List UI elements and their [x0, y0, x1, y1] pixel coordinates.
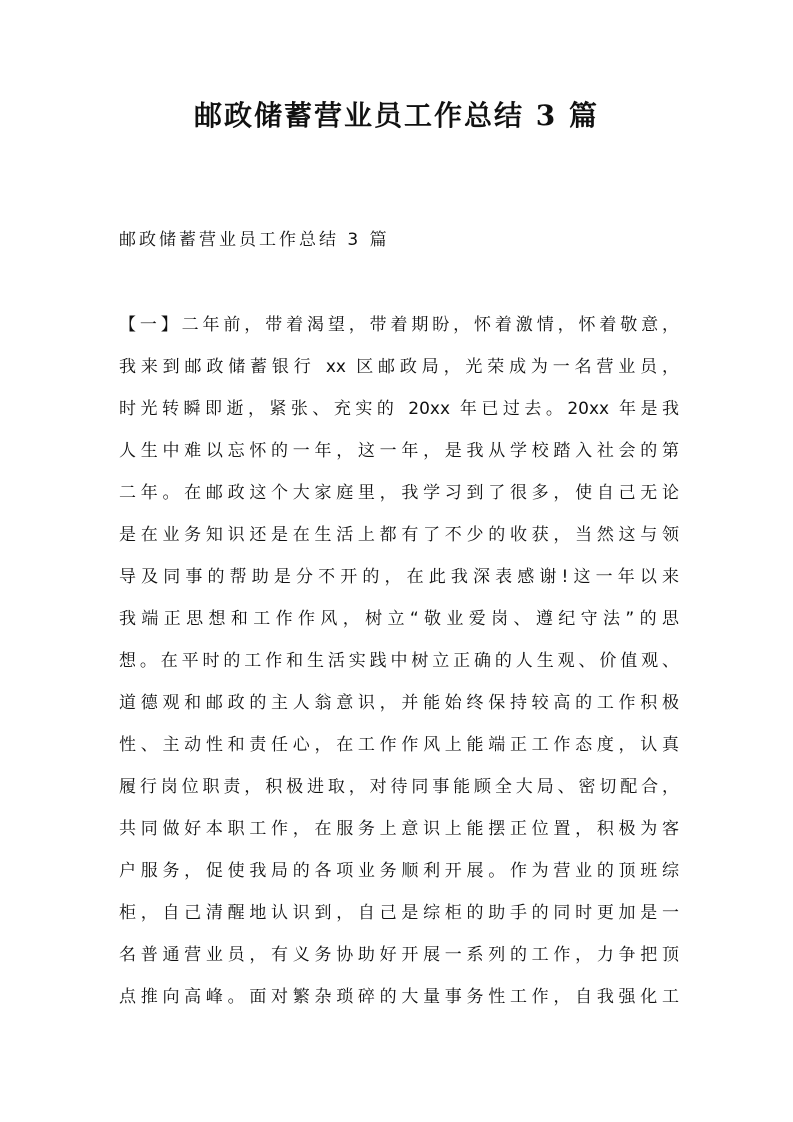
body-paragraph: [119, 304, 679, 1018]
paragraph-line: 柜，自己清醒地认识到，自己是综柜的助手的同时更加是一: [119, 903, 679, 923]
paragraph-line: 共同做好本职工作，在服务上意识上能摆正位置，积极为客: [119, 819, 679, 839]
paragraph-line: 户服务，促使我局的各项业务顺利开展。作为营业的顶班综: [119, 861, 679, 881]
document-subtitle: 邮政储蓄营业员工作总结 3 篇: [119, 230, 390, 250]
paragraph-line: 二年。在邮政这个大家庭里，我学习到了很多，使自己无论: [119, 483, 679, 503]
paragraph-line: 道德观和邮政的主人翁意识，并能始终保持较高的工作积极: [119, 693, 679, 713]
paragraph-line: 【一】二年前，带着渴望，带着期盼，怀着激情，怀着敬意，: [119, 315, 679, 335]
paragraph-line: 名普通营业员，有义务协助好开展一系列的工作，力争把顶: [119, 945, 679, 965]
paragraph-line: 是在业务知识还是在生活上都有了不少的收获，当然这与领: [119, 525, 679, 545]
paragraph-line: 性、主动性和责任心，在工作作风上能端正工作态度，认真: [119, 735, 679, 755]
paragraph-line: 我来到邮政储蓄银行 xx 区邮政局，光荣成为一名营业员，: [119, 357, 679, 377]
paragraph-line: 时光转瞬即逝，紧张、充实的 20xx 年已过去。20xx 年是我: [119, 399, 679, 419]
paragraph-line: 导及同事的帮助是分不开的，在此我深表感谢!这一年以来: [119, 567, 679, 587]
paragraph-line: 点推向高峰。面对繁杂琐碎的大量事务性工作，自我强化工: [119, 987, 679, 1007]
paragraph-line: 履行岗位职责，积极进取，对待同事能顾全大局、密切配合，: [119, 777, 679, 797]
paragraph-line: 我端正思想和工作作风，树立“敬业爱岗、遵纪守法”的思: [119, 609, 679, 629]
document-title: 邮政储蓄营业员工作总结 3 篇: [194, 99, 599, 132]
paragraph-line: 想。在平时的工作和生活实践中树立正确的人生观、价值观、: [119, 651, 679, 671]
paragraph-line: 人生中难以忘怀的一年，这一年，是我从学校踏入社会的第: [119, 441, 679, 461]
